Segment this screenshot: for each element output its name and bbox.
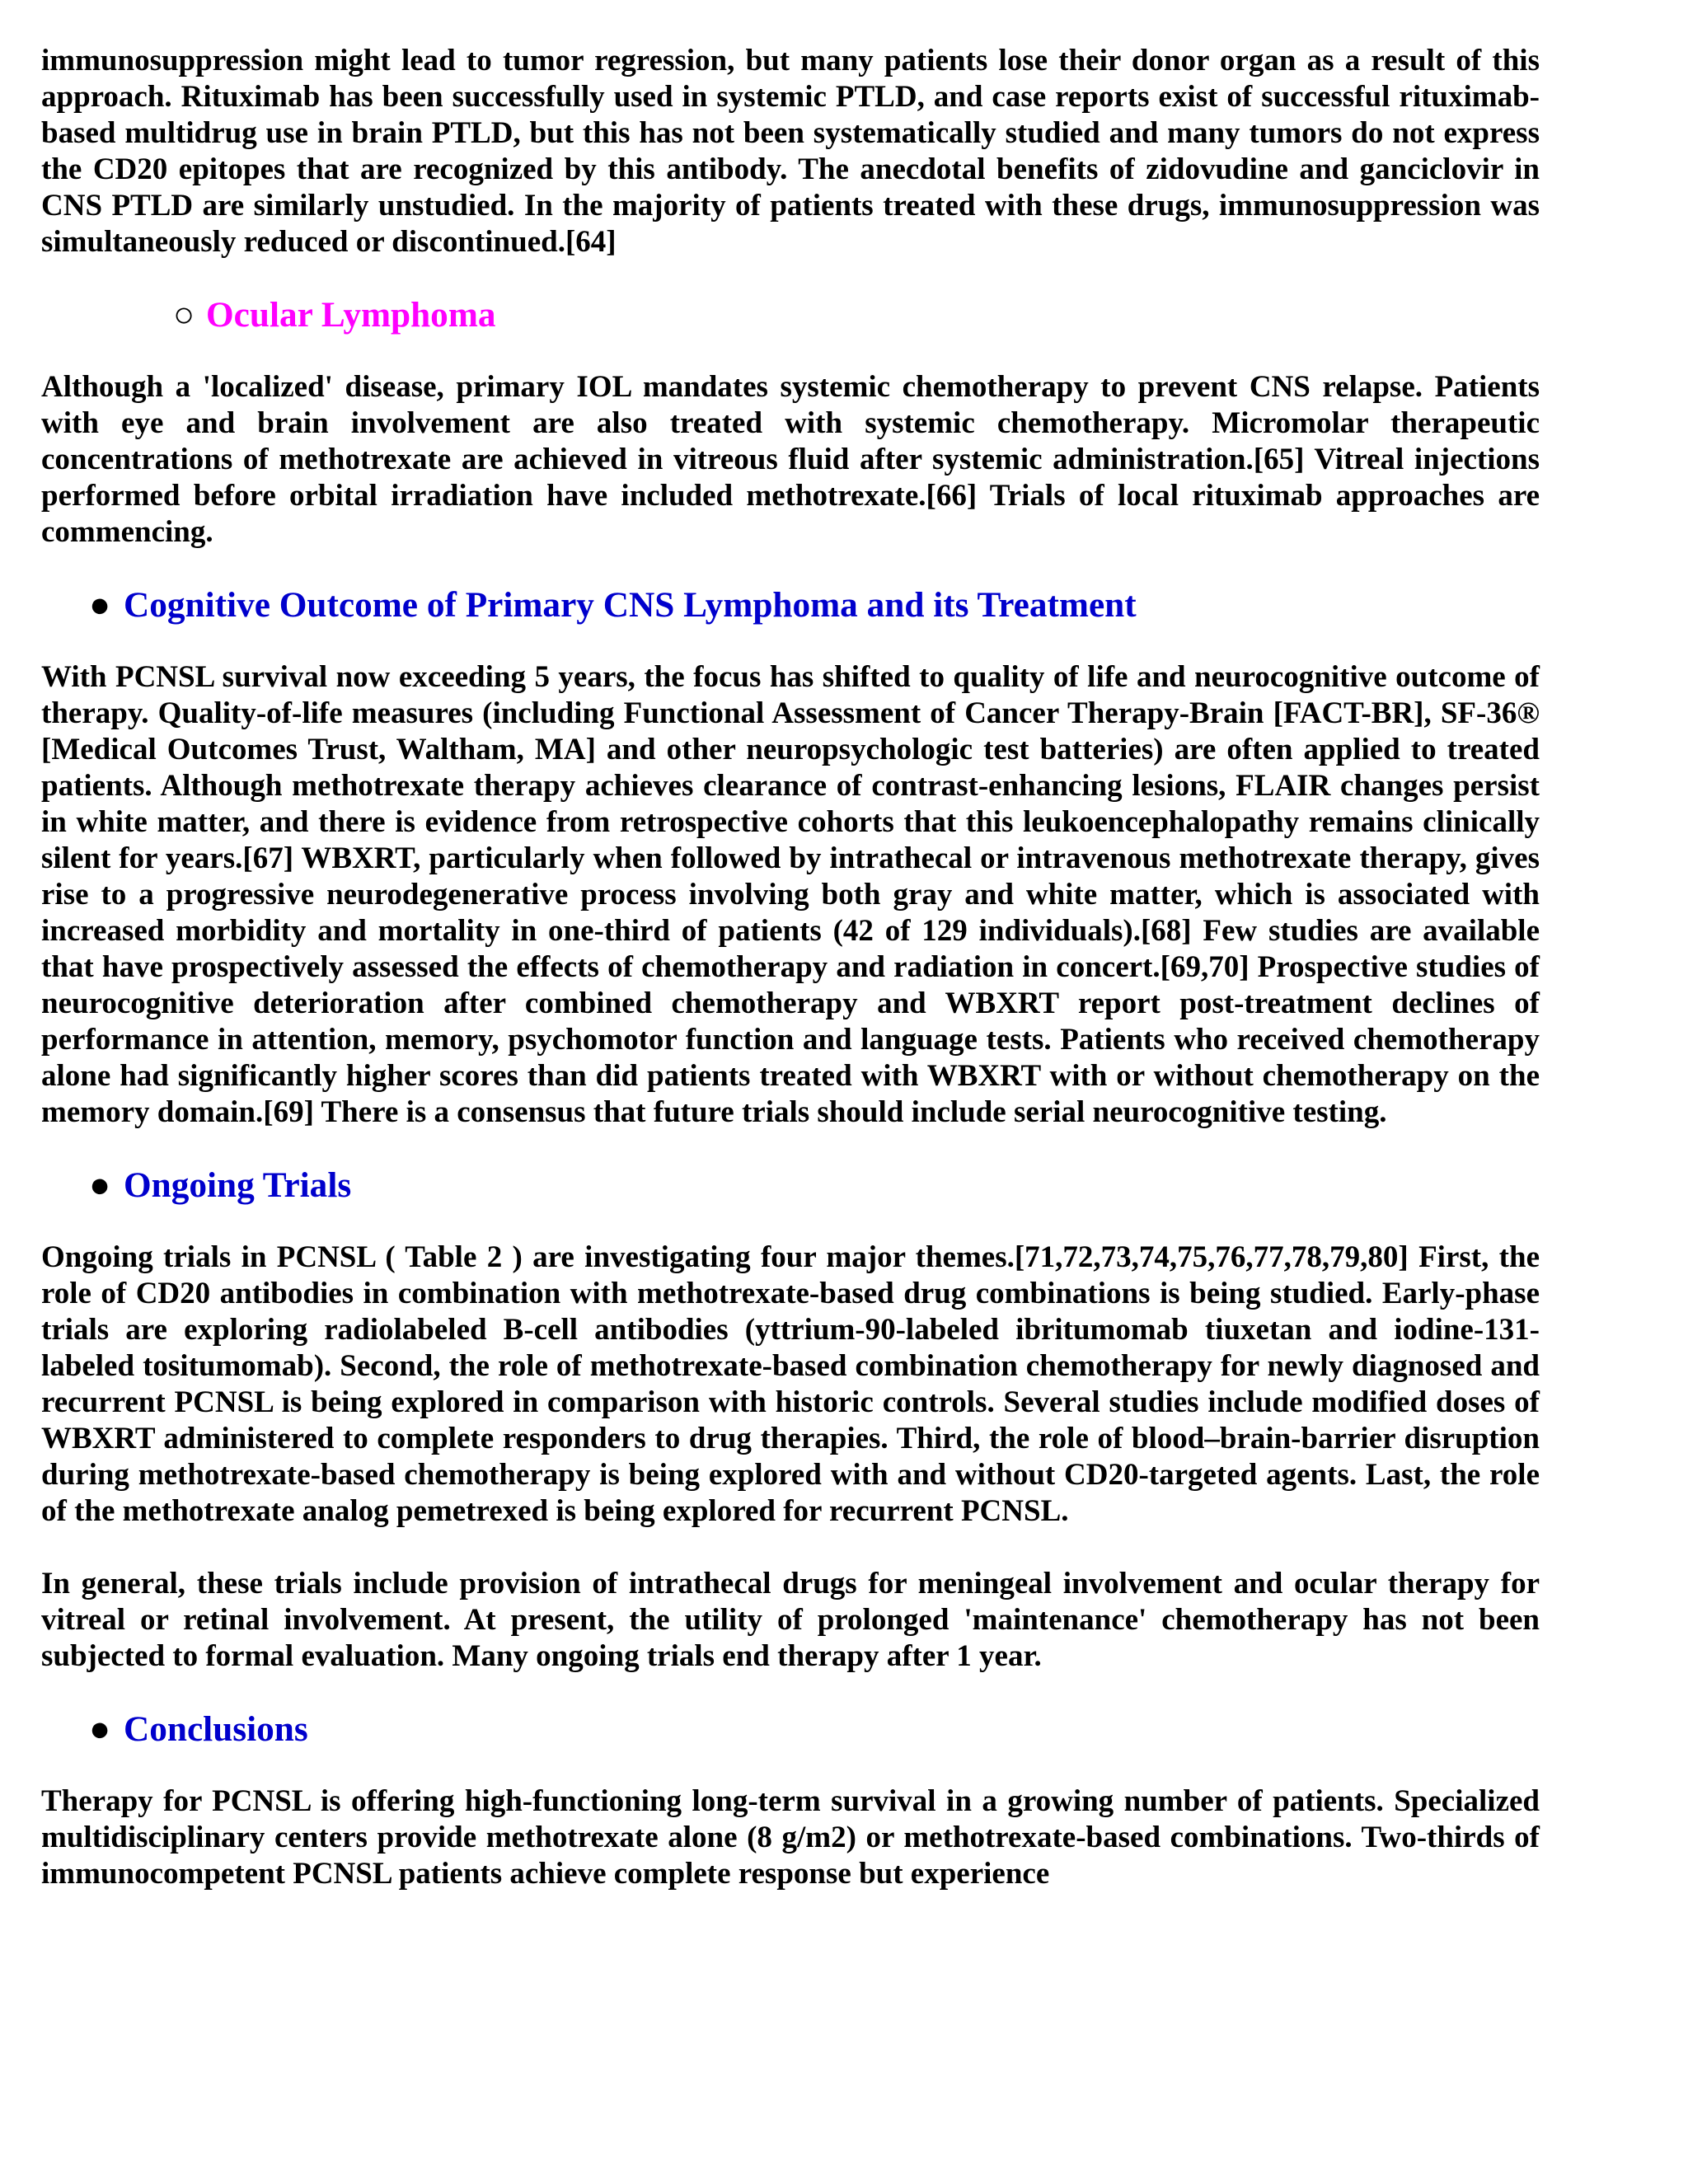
disc-bullet-icon: ● — [89, 1709, 111, 1749]
subsection-heading-label: Ocular Lymphoma — [206, 295, 496, 335]
subsection-heading-ocular-lymphoma — [41, 297, 1540, 333]
paragraph-ongoing-trials-themes: Ongoing trials in PCNSL ( Table 2 ) are investigating four major themes.[71,72,73,74,75,76,77,78,79,80] First, the role of CD20 antibodies in combination with methotrexate-based drug combinations is being studied. Early-phase trials are exploring radiolabeled B-cell antibodies (yttrium-90-labeled ibritumomab tiuxetan and iodine-131-labeled tositumomab). Second, the role of methotrexate-based combination chemotherapy for newly diagnosed and recurrent PCNSL is being explored in comparison with historic controls. Several studies include modified doses of WBXRT administered to complete responders to drug therapies. Third, the role of blood–brain-barrier disruption during methotrexate-based chemotherapy is being explored with and without CD20-targeted agents. Last, the role of the methotrexate analog pemetrexed is being explored for recurrent PCNSL. — [41, 1240, 1540, 1528]
paragraph-ocular-lymphoma: Although a 'localized' disease, primary IOL mandates systemic chemotherapy to prevent CNS relapse. Patients with eye and brain involvement are also treated with systemic chemotherapy. Micromolar therapeutic concentrations of methotrexate are achieved in vitreous fluid after systemic administration.[65] Vitreal injections performed before orbital irradiation have included methotrexate.[66] Trials of local rituximab approaches are commencing. — [41, 370, 1540, 549]
paragraph-spacer — [41, 551, 1540, 587]
section-heading-cognitive-outcome — [41, 587, 1540, 623]
section-heading-ongoing-trials — [41, 1167, 1540, 1203]
disc-bullet-icon: ● — [89, 585, 111, 625]
paragraph-spacer — [41, 260, 1540, 297]
paragraph-spacer — [41, 1131, 1540, 1167]
circle-bullet-icon: ○ — [173, 295, 195, 335]
section-heading-conclusions — [41, 1711, 1540, 1747]
paragraph-spacer — [41, 333, 1540, 369]
document-page — [41, 43, 1540, 1892]
paragraph-spacer — [41, 1747, 1540, 1783]
paragraph-ptld-immunosuppression: immunosuppression might lead to tumor regression, but many patients lose their donor organ as a result of this approach. Rituximab has been successfully used in systemic PTLD, and case reports exist of successful rituximab-based multidrug use in brain PTLD, but this has not been systematically studied and many tumors do not express the CD20 epitopes that are recognized by this antibody. The anecdotal benefits of zidovudine and ganciclovir in CNS PTLD are similarly unstudied. In the majority of patients treated with these drugs, immunosuppression was simultaneously reduced or discontinued.[64] — [41, 44, 1540, 259]
section-heading-label: Conclusions — [124, 1709, 308, 1749]
disc-bullet-icon: ● — [89, 1165, 111, 1205]
paragraph-spacer — [41, 1203, 1540, 1240]
paragraph-conclusions: Therapy for PCNSL is offering high-functioning long-term survival in a growing number of patients. Specialized multidisciplinary centers provide methotrexate alone (8 g/m2) or methotrexate-based combinations. Two-thirds of immunocompetent PCNSL patients achieve complete response but experience — [41, 1784, 1540, 1891]
section-heading-label: Cognitive Outcome of Primary CNS Lymphoma and its Treatment — [124, 585, 1137, 625]
paragraph-spacer — [41, 1675, 1540, 1711]
paragraph-cognitive-outcome: With PCNSL survival now exceeding 5 years, the focus has shifted to quality of life and neurocognitive outcome of therapy. Quality-of-life measures (including Functional Assessment of Cancer Therapy-Brain [FACT-BR], SF-36® [Medical Outcomes Trust, Waltham, MA] and other neuropsychologic test batteries) are often applied to treated patients. Although methotrexate therapy achieves clearance of contrast-enhancing lesions, FLAIR changes persist in white matter, and there is evidence from retrospective cohorts that this leukoencephalopathy remains clinically silent for years.[67] WBXRT, particularly when followed by intrathecal or intravenous methotrexate therapy, gives rise to a progressive neurodegenerative process involving both gray and white matter, which is associated with increased morbidity and mortality in one-third of patients (42 of 129 individuals).[68] Few studies are available that have prospectively assessed the effects of chemotherapy and radiation in concert.[69,70] Prospective studies of neurocognitive deterioration after combined chemotherapy and WBXRT report post-treatment declines of performance in attention, memory, psychomotor function and language tests. Patients who received chemotherapy alone had significantly higher scores than did patients treated with WBXRT with or without chemotherapy on the memory domain.[69] There is a consensus that future trials should include serial neurocognitive testing. — [41, 660, 1540, 1129]
paragraph-spacer — [41, 623, 1540, 659]
paragraph-spacer — [41, 1530, 1540, 1566]
section-heading-label: Ongoing Trials — [124, 1165, 352, 1205]
paragraph-ongoing-trials-general: In general, these trials include provision of intrathecal drugs for meningeal involvement and ocular therapy for vitreal or retinal involvement. At present, the utility of prolonged 'maintenance' chemotherapy has not been subjected to formal evaluation. Many ongoing trials end therapy after 1 year. — [41, 1567, 1540, 1673]
